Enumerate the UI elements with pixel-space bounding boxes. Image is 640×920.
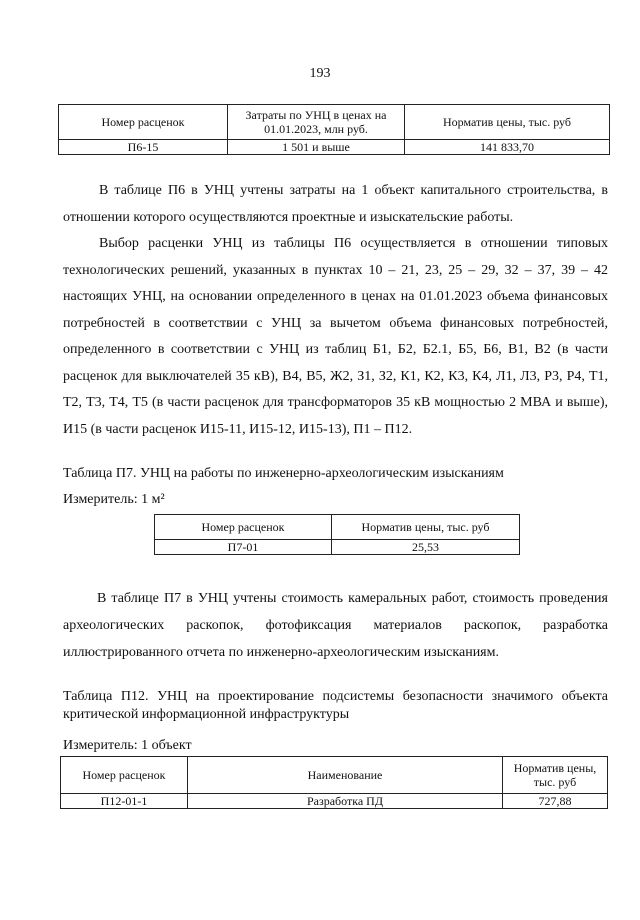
measure-unit: Измеритель: 1 объект: [63, 738, 192, 753]
table-header-row: [61, 757, 608, 794]
page-number: 193: [309, 66, 331, 81]
table-header-row: [155, 515, 520, 540]
table-row: [61, 794, 608, 809]
column-header: Норматив цены, тыс. руб: [405, 105, 610, 140]
table-row: [59, 140, 610, 155]
table-cell: П6-15: [59, 140, 228, 155]
table-cell: Разработка ПД: [188, 794, 503, 809]
paragraph: В таблице П7 в УНЦ учтены стоимость камеральных работ, стоимость проведения археологических раскопок, фотофиксация материалов раскопок, разработка иллюстрированного отчета по инженерно-археологическим изысканиям.: [63, 591, 608, 660]
table-p6: [58, 104, 610, 155]
table-caption: Таблица П12. УНЦ на проектирование подсистемы безопасности значимого объекта критической информационной инфраструктуры: [63, 689, 608, 722]
paragraph: Выбор расценки УНЦ из таблицы П6 осуществляется в отношении типовых технологических решений, указанных в пунктах 10 – 21, 23, 25 – 29, 32 – 37, 39 – 42 настоящих УНЦ, на основании определенного в ценах на 01.01.2023 объема финансовых потребностей в соответствии с УНЦ за вычетом объема финансовых потребностей, определенного в соответствии с УНЦ из таблиц Б1, Б2, Б2.1, Б5, Б6, В1, В2 (в части расценок для выключателей 35 кВ), В4, В5, Ж2, З1, З2, К1, К2, К3, К4, Л1, Л3, Р3, Р4, Т1, Т2, Т3, Т4, Т5 (в части расценок для трансформаторов 35 кВ мощностью 2 МВА и выше), И15 (в части расценок И15-11, И15-12, И15-13), П1 – П12.: [63, 236, 608, 437]
table-cell: 141 833,70: [405, 140, 610, 155]
measure-unit: Измеритель: 1 м²: [63, 492, 165, 507]
column-header: Номер расценок: [59, 105, 228, 140]
column-header: Норматив цены, тыс. руб: [503, 757, 608, 794]
column-header: Наименование: [188, 757, 503, 794]
table-cell: П7-01: [155, 540, 332, 555]
table-p12: [60, 756, 608, 809]
table-cell: 1 501 и выше: [228, 140, 405, 155]
column-header: Номер расценок: [61, 757, 188, 794]
table-caption: Таблица П7. УНЦ на работы по инженерно-археологическим изысканиям: [63, 466, 504, 481]
table-cell: 727,88: [503, 794, 608, 809]
table-cell: 25,53: [332, 540, 520, 555]
column-header: Норматив цены, тыс. руб: [332, 515, 520, 540]
table-header-row: [59, 105, 610, 140]
table-cell: П12-01-1: [61, 794, 188, 809]
column-header: Затраты по УНЦ в ценах на 01.01.2023, млн руб.: [228, 105, 405, 140]
column-header: Номер расценок: [155, 515, 332, 540]
paragraph: В таблице П6 в УНЦ учтены затраты на 1 объект капитального строительства, в отношении которого осуществляются проектные и изыскательские работы.: [63, 183, 608, 225]
table-p7: [154, 514, 520, 555]
table-row: [155, 540, 520, 555]
